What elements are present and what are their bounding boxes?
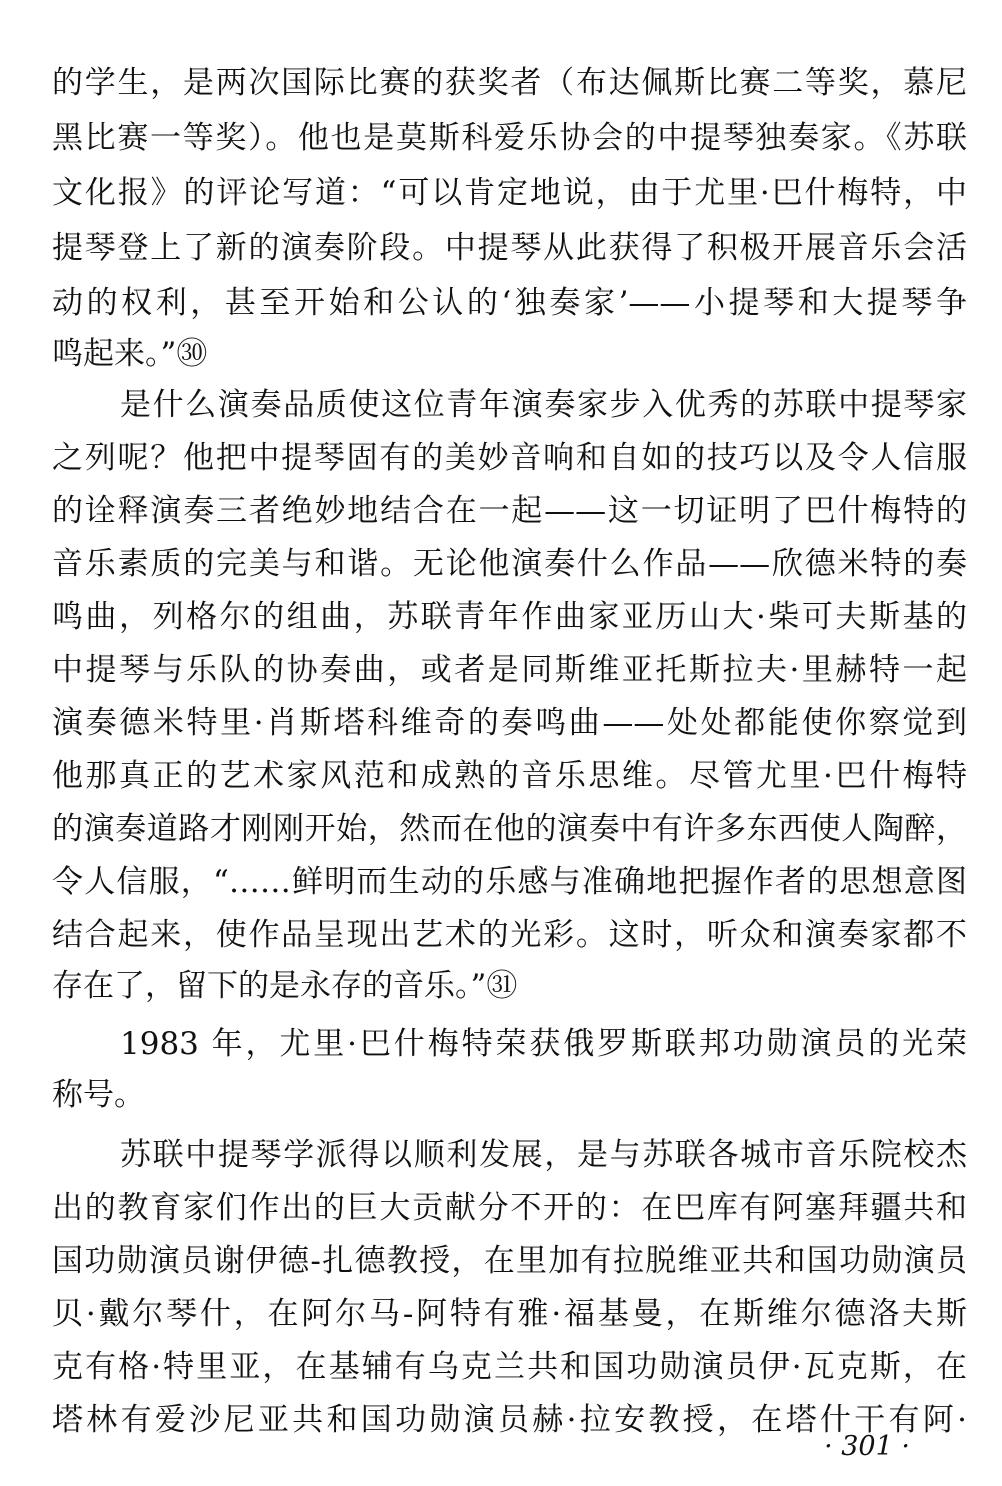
text-line: 提琴登上了新的演奏阶段。中提琴从此获得了积极开展音乐会活 bbox=[52, 230, 967, 266]
text-line: 的诠释演奏三者绝妙地结合在一起——这一切证明了巴什梅特的 bbox=[52, 493, 967, 529]
text-line: 黑比赛一等奖）。他也是莫斯科爱乐协会的中提琴独奏家。《苏联 bbox=[52, 120, 967, 156]
text-line: 国功勋演员谢伊德-扎德教授，在里加有拉脱维亚共和国功勋演员 bbox=[52, 1243, 967, 1279]
text-line: 出的教育家们作出的巨大贡献分不开的：在巴库有阿塞拜疆共和 bbox=[52, 1190, 967, 1226]
text-line: 的学生，是两次国际比赛的获奖者（布达佩斯比赛二等奖，慕尼 bbox=[52, 65, 967, 101]
text-line: 存在了，留下的是永存的音乐。”㉛ bbox=[52, 968, 518, 1004]
text-line: 鸣起来。”㉚ bbox=[52, 336, 208, 372]
text-line: 贝·戴尔琴什，在阿尔马-阿特有雅·福基曼，在斯维尔德洛夫斯 bbox=[52, 1296, 967, 1332]
text-line: 中提琴与乐队的协奏曲，或者是同斯维亚托斯拉夫·里赫特一起 bbox=[52, 652, 967, 688]
text-line: 音乐素质的完美与和谐。无论他演奏什么作品——欣德米特的奏 bbox=[52, 546, 967, 582]
text-line: 是什么演奏品质使这位青年演奏家步入优秀的苏联中提琴家 bbox=[120, 387, 967, 423]
text-line: 演奏德米特里·肖斯塔科维奇的奏鸣曲——处处都能使你察觉到 bbox=[52, 705, 967, 741]
page-number: · 301 · bbox=[824, 1431, 910, 1462]
text-line: 动的权利，甚至开始和公认的‘独奏家’——小提琴和大提琴争 bbox=[52, 285, 967, 321]
text-line: 称号。 bbox=[52, 1077, 145, 1113]
text-line: 塔林有爱沙尼亚共和国功勋演员赫·拉安教授，在塔什干有阿· bbox=[52, 1402, 967, 1438]
text-line: 他那真正的艺术家风范和成熟的音乐思维。尽管尤里·巴什梅特 bbox=[52, 758, 967, 794]
text-line: 1983 年，尤里·巴什梅特荣获俄罗斯联邦功勋演员的光荣 bbox=[120, 1026, 967, 1062]
text-line: 克有格·特里亚，在基辅有乌克兰共和国功勋演员伊·瓦克斯，在 bbox=[52, 1349, 967, 1385]
text-line: 结合起来，使作品呈现出艺术的光彩。这时，听众和演奏家都不 bbox=[52, 917, 967, 953]
text-line: 的演奏道路才刚刚开始，然而在他的演奏中有许多东西使人陶醉， bbox=[52, 811, 967, 847]
text-line: 令人信服，“……鲜明而生动的乐感与准确地把握作者的思想意图 bbox=[52, 864, 967, 900]
text-line: 鸣曲，列格尔的组曲，苏联青年作曲家亚历山大·柴可夫斯基的 bbox=[52, 599, 967, 635]
text-line: 文化报》的评论写道：“可以肯定地说，由于尤里·巴什梅特，中 bbox=[52, 175, 967, 211]
text-line: 之列呢？他把中提琴固有的美妙音响和自如的技巧以及令人信服 bbox=[52, 440, 967, 476]
text-line: 苏联中提琴学派得以顺利发展，是与苏联各城市音乐院校杰 bbox=[120, 1137, 967, 1173]
